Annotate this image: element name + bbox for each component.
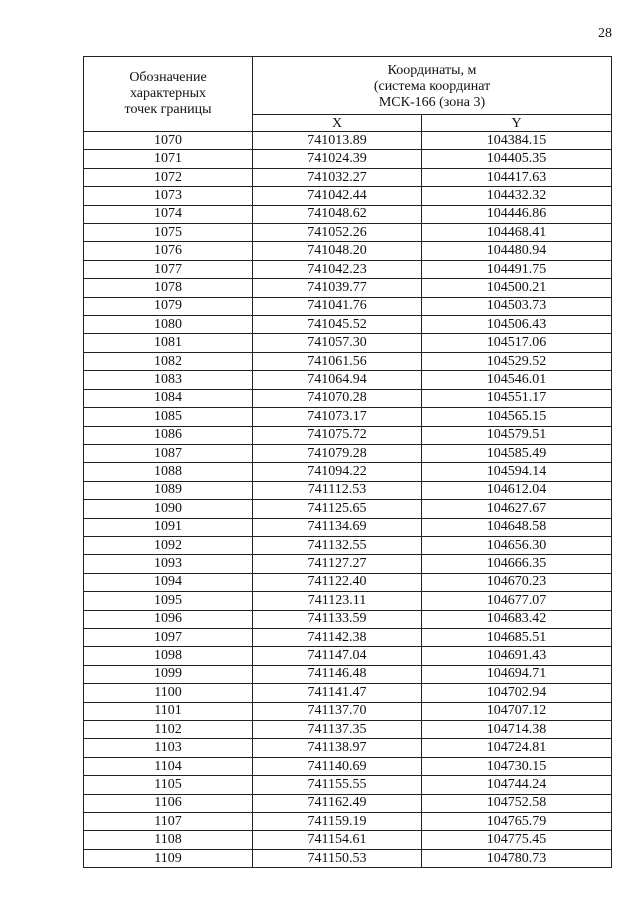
point-number-cell: 1095 xyxy=(84,592,253,610)
table-row xyxy=(84,739,612,757)
x-coordinate-cell: 741159.19 xyxy=(253,813,422,831)
table-row xyxy=(84,334,612,352)
x-coordinate-cell: 741070.28 xyxy=(253,389,422,407)
y-coordinate-cell: 104503.73 xyxy=(422,297,612,315)
x-coordinate-cell: 741048.62 xyxy=(253,205,422,223)
point-number-cell: 1081 xyxy=(84,334,253,352)
x-coordinate-cell: 741138.97 xyxy=(253,739,422,757)
point-number-cell: 1103 xyxy=(84,739,253,757)
y-coordinate-cell: 104517.06 xyxy=(422,334,612,352)
x-coordinate-cell: 741132.55 xyxy=(253,536,422,554)
table-row xyxy=(84,776,612,794)
x-coordinate-cell: 741013.89 xyxy=(253,132,422,150)
x-coordinate-cell: 741137.70 xyxy=(253,702,422,720)
y-coordinate-cell: 104702.94 xyxy=(422,684,612,702)
x-coordinate-cell: 741094.22 xyxy=(253,463,422,481)
x-coordinate-cell: 741039.77 xyxy=(253,279,422,297)
table-row xyxy=(84,721,612,739)
point-header-line: Обозначение xyxy=(129,70,207,85)
x-coordinate-cell: 741127.27 xyxy=(253,555,422,573)
point-number-cell: 1074 xyxy=(84,205,253,223)
y-coordinate-cell: 104780.73 xyxy=(422,849,612,867)
x-coordinate-cell: 741041.76 xyxy=(253,297,422,315)
table-row xyxy=(84,647,612,665)
y-coordinate-cell: 104506.43 xyxy=(422,316,612,334)
point-number-cell: 1097 xyxy=(84,628,253,646)
point-number-cell: 1096 xyxy=(84,610,253,628)
point-number-cell: 1093 xyxy=(84,555,253,573)
point-number-cell: 1107 xyxy=(84,813,253,831)
y-coordinate-cell: 104724.81 xyxy=(422,739,612,757)
table-row xyxy=(84,702,612,720)
x-coordinate-cell: 741042.23 xyxy=(253,260,422,278)
coord-header-line: МСК-166 (зона 3) xyxy=(378,94,486,110)
point-designation-header xyxy=(84,57,253,132)
x-coordinate-cell: 741142.38 xyxy=(253,628,422,646)
x-coordinate-cell: 741057.30 xyxy=(253,334,422,352)
y-coordinate-cell: 104714.38 xyxy=(422,721,612,739)
y-coordinate-cell: 104752.58 xyxy=(422,794,612,812)
coordinates-table xyxy=(83,56,612,868)
y-coordinate-cell: 104685.51 xyxy=(422,628,612,646)
point-number-cell: 1083 xyxy=(84,371,253,389)
x-coordinate-cell: 741162.49 xyxy=(253,794,422,812)
x-coordinate-cell: 741125.65 xyxy=(253,500,422,518)
point-number-cell: 1078 xyxy=(84,279,253,297)
table-row xyxy=(84,444,612,462)
y-coordinate-cell: 104491.75 xyxy=(422,260,612,278)
point-header-line: точек границы xyxy=(124,102,212,117)
point-number-cell: 1105 xyxy=(84,776,253,794)
point-number-cell: 1091 xyxy=(84,518,253,536)
x-coordinate-cell: 741042.44 xyxy=(253,187,422,205)
y-coordinate-cell: 104417.63 xyxy=(422,168,612,186)
point-header-line: характерных xyxy=(129,86,207,101)
y-coordinate-cell: 104468.41 xyxy=(422,224,612,242)
x-coordinate-cell: 741075.72 xyxy=(253,426,422,444)
x-coordinate-cell: 741064.94 xyxy=(253,371,422,389)
y-coordinate-cell: 104546.01 xyxy=(422,371,612,389)
x-column-header: X xyxy=(253,115,422,132)
table-row xyxy=(84,757,612,775)
coord-header-line: (система координат xyxy=(373,78,491,94)
table-row xyxy=(84,849,612,867)
y-coordinate-cell: 104683.42 xyxy=(422,610,612,628)
point-number-cell: 1077 xyxy=(84,260,253,278)
point-number-cell: 1079 xyxy=(84,297,253,315)
table-row xyxy=(84,279,612,297)
table-row xyxy=(84,205,612,223)
x-coordinate-cell: 741045.52 xyxy=(253,316,422,334)
x-coordinate-cell: 741137.35 xyxy=(253,721,422,739)
y-coordinate-cell: 104775.45 xyxy=(422,831,612,849)
table-row xyxy=(84,555,612,573)
point-number-cell: 1072 xyxy=(84,168,253,186)
y-coordinate-cell: 104432.32 xyxy=(422,187,612,205)
y-coordinate-cell: 104707.12 xyxy=(422,702,612,720)
point-number-cell: 1075 xyxy=(84,224,253,242)
table-row xyxy=(84,408,612,426)
table-row xyxy=(84,187,612,205)
point-number-cell: 1108 xyxy=(84,831,253,849)
point-number-cell: 1084 xyxy=(84,389,253,407)
coord-header-line: Координаты, м xyxy=(387,62,477,78)
table-header-row xyxy=(84,57,612,115)
y-coordinate-cell: 104730.15 xyxy=(422,757,612,775)
point-number-cell: 1082 xyxy=(84,352,253,370)
x-coordinate-cell: 741154.61 xyxy=(253,831,422,849)
y-coordinate-cell: 104551.17 xyxy=(422,389,612,407)
y-coordinate-cell: 104677.07 xyxy=(422,592,612,610)
point-number-cell: 1080 xyxy=(84,316,253,334)
y-coordinate-cell: 104405.35 xyxy=(422,150,612,168)
y-coordinate-cell: 104765.79 xyxy=(422,813,612,831)
x-coordinate-cell: 741141.47 xyxy=(253,684,422,702)
point-number-cell: 1085 xyxy=(84,408,253,426)
point-number-cell: 1073 xyxy=(84,187,253,205)
y-coordinate-cell: 104744.24 xyxy=(422,776,612,794)
x-coordinate-cell: 741133.59 xyxy=(253,610,422,628)
table-body xyxy=(84,132,612,868)
table-row xyxy=(84,426,612,444)
x-coordinate-cell: 741073.17 xyxy=(253,408,422,426)
point-number-cell: 1092 xyxy=(84,536,253,554)
y-coordinate-cell: 104627.67 xyxy=(422,500,612,518)
point-number-cell: 1071 xyxy=(84,150,253,168)
x-coordinate-cell: 741112.53 xyxy=(253,481,422,499)
table-row xyxy=(84,665,612,683)
table-row xyxy=(84,684,612,702)
x-coordinate-cell: 741155.55 xyxy=(253,776,422,794)
y-coordinate-cell: 104500.21 xyxy=(422,279,612,297)
x-coordinate-cell: 741048.20 xyxy=(253,242,422,260)
y-coordinate-cell: 104670.23 xyxy=(422,573,612,591)
point-number-cell: 1087 xyxy=(84,444,253,462)
y-coordinate-cell: 104666.35 xyxy=(422,555,612,573)
y-coordinate-cell: 104648.58 xyxy=(422,518,612,536)
y-coordinate-cell: 104384.15 xyxy=(422,132,612,150)
table-row xyxy=(84,518,612,536)
table-row xyxy=(84,242,612,260)
table-row xyxy=(84,573,612,591)
y-coordinate-cell: 104694.71 xyxy=(422,665,612,683)
table-row xyxy=(84,500,612,518)
table-row xyxy=(84,150,612,168)
table-row xyxy=(84,813,612,831)
point-number-cell: 1109 xyxy=(84,849,253,867)
point-number-cell: 1089 xyxy=(84,481,253,499)
coordinates-header xyxy=(253,57,612,115)
y-coordinate-cell: 104529.52 xyxy=(422,352,612,370)
y-coordinate-cell: 104579.51 xyxy=(422,426,612,444)
point-number-cell: 1076 xyxy=(84,242,253,260)
y-coordinate-cell: 104565.15 xyxy=(422,408,612,426)
y-coordinate-cell: 104656.30 xyxy=(422,536,612,554)
point-number-cell: 1088 xyxy=(84,463,253,481)
point-number-cell: 1102 xyxy=(84,721,253,739)
table-row xyxy=(84,168,612,186)
x-coordinate-cell: 741123.11 xyxy=(253,592,422,610)
point-number-cell: 1101 xyxy=(84,702,253,720)
page-number: 28 xyxy=(598,26,612,41)
x-coordinate-cell: 741122.40 xyxy=(253,573,422,591)
point-number-cell: 1094 xyxy=(84,573,253,591)
x-coordinate-cell: 741061.56 xyxy=(253,352,422,370)
x-coordinate-cell: 741052.26 xyxy=(253,224,422,242)
table-row xyxy=(84,831,612,849)
table-row xyxy=(84,316,612,334)
x-coordinate-cell: 741024.39 xyxy=(253,150,422,168)
x-coordinate-cell: 741150.53 xyxy=(253,849,422,867)
x-coordinate-cell: 741134.69 xyxy=(253,518,422,536)
point-number-cell: 1106 xyxy=(84,794,253,812)
table-row xyxy=(84,260,612,278)
table-row xyxy=(84,389,612,407)
y-coordinate-cell: 104446.86 xyxy=(422,205,612,223)
y-coordinate-cell: 104612.04 xyxy=(422,481,612,499)
y-coordinate-cell: 104594.14 xyxy=(422,463,612,481)
table-row xyxy=(84,536,612,554)
x-coordinate-cell: 741079.28 xyxy=(253,444,422,462)
y-coordinate-cell: 104585.49 xyxy=(422,444,612,462)
y-coordinate-cell: 104691.43 xyxy=(422,647,612,665)
y-coordinate-cell: 104480.94 xyxy=(422,242,612,260)
point-number-cell: 1070 xyxy=(84,132,253,150)
table-row xyxy=(84,628,612,646)
y-column-header: Y xyxy=(422,115,612,132)
x-coordinate-cell: 741146.48 xyxy=(253,665,422,683)
point-number-cell: 1090 xyxy=(84,500,253,518)
point-number-cell: 1098 xyxy=(84,647,253,665)
point-number-cell: 1099 xyxy=(84,665,253,683)
table-row xyxy=(84,481,612,499)
x-coordinate-cell: 741140.69 xyxy=(253,757,422,775)
x-coordinate-cell: 741147.04 xyxy=(253,647,422,665)
table-row xyxy=(84,610,612,628)
point-number-cell: 1086 xyxy=(84,426,253,444)
x-coordinate-cell: 741032.27 xyxy=(253,168,422,186)
table-row xyxy=(84,371,612,389)
point-number-cell: 1104 xyxy=(84,757,253,775)
table-row xyxy=(84,794,612,812)
table-row xyxy=(84,297,612,315)
table-row xyxy=(84,352,612,370)
table-row xyxy=(84,132,612,150)
table-row xyxy=(84,592,612,610)
table-row xyxy=(84,463,612,481)
table-row xyxy=(84,224,612,242)
point-number-cell: 1100 xyxy=(84,684,253,702)
